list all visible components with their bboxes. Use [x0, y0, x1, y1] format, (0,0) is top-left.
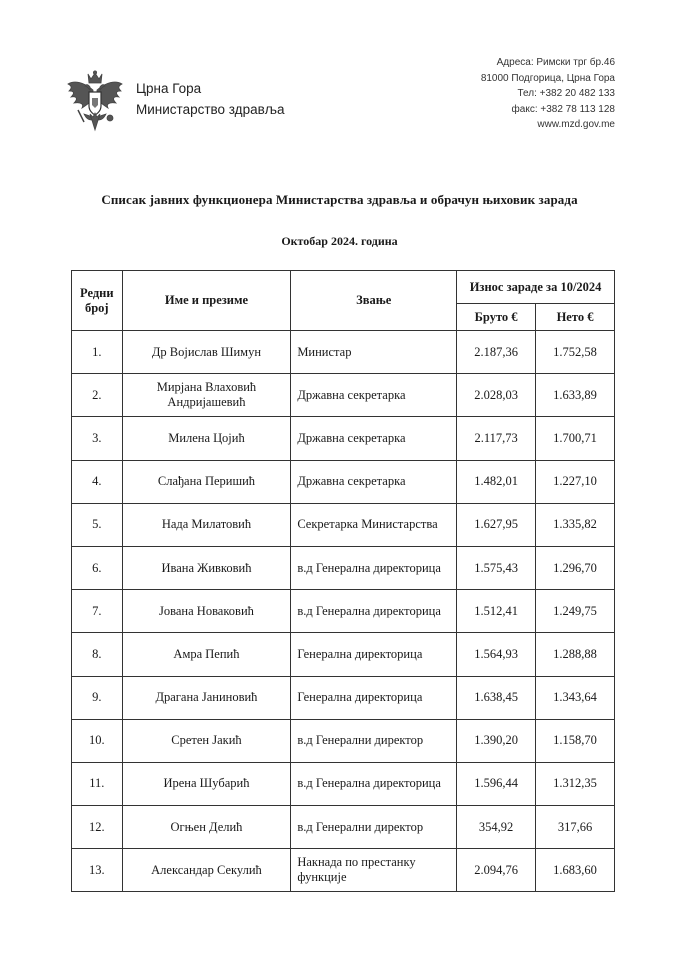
row-title: Генерална директорица — [291, 676, 457, 719]
row-number: 6. — [72, 546, 123, 589]
row-net: 1.296,70 — [536, 546, 615, 589]
row-gross: 1.596,44 — [457, 762, 536, 805]
row-gross: 1.575,43 — [457, 546, 536, 589]
row-title: Министар — [291, 331, 457, 374]
row-title: Државна секретарка — [291, 374, 457, 417]
header-number: Редни број — [72, 271, 123, 331]
org-line-1: Црна Гора — [136, 81, 202, 96]
row-title: Државна секретарка — [291, 417, 457, 460]
row-net: 1.312,35 — [536, 762, 615, 805]
row-net: 1.343,64 — [536, 676, 615, 719]
row-title: Државна секретарка — [291, 460, 457, 503]
table-row — [72, 417, 615, 460]
row-net: 1.227,10 — [536, 460, 615, 503]
salary-table — [71, 270, 615, 892]
row-title: в.д Генерална директорица — [291, 590, 457, 633]
table-row — [72, 676, 615, 719]
header-gross: Бруто € — [457, 304, 536, 331]
header-name: Име и презиме — [122, 271, 291, 331]
row-name: Александар Секулић — [122, 849, 291, 892]
table-row — [72, 590, 615, 633]
row-number: 13. — [72, 849, 123, 892]
row-number: 7. — [72, 590, 123, 633]
contact-website: www.mzd.gov.me — [537, 119, 615, 130]
row-gross: 1.390,20 — [457, 719, 536, 762]
row-name: Огњен Делић — [122, 806, 291, 849]
row-number: 1. — [72, 331, 123, 374]
row-name: Мирјана Влаховић Андријашевић — [122, 374, 291, 417]
row-net: 1.633,89 — [536, 374, 615, 417]
table-row — [72, 633, 615, 676]
table-row — [72, 849, 615, 892]
contact-block — [481, 55, 615, 133]
row-gross: 1.482,01 — [457, 460, 536, 503]
row-gross: 1.564,93 — [457, 633, 536, 676]
contact-fax: факс: +382 78 113 128 — [511, 103, 615, 115]
row-name: Милена Цојић — [122, 417, 291, 460]
row-number: 9. — [72, 676, 123, 719]
row-name: Ивана Живковић — [122, 546, 291, 589]
row-title: Генерална директорица — [291, 633, 457, 676]
row-net: 1.158,70 — [536, 719, 615, 762]
table-row — [72, 374, 615, 417]
row-net: 1.700,71 — [536, 417, 615, 460]
table-header-row — [72, 271, 615, 304]
header-net: Нето € — [536, 304, 615, 331]
row-net: 1.288,88 — [536, 633, 615, 676]
row-net: 1.752,58 — [536, 331, 615, 374]
row-net: 317,66 — [536, 806, 615, 849]
row-name: Амра Пепић — [122, 633, 291, 676]
row-name: Ирена Шубарић — [122, 762, 291, 805]
row-title: в.д Генерални директор — [291, 806, 457, 849]
row-gross: 2.187,36 — [457, 331, 536, 374]
row-number: 4. — [72, 460, 123, 503]
row-gross: 2.028,03 — [457, 374, 536, 417]
row-gross: 1.638,45 — [457, 676, 536, 719]
row-title: Секретарка Министарства — [291, 503, 457, 546]
row-number: 11. — [72, 762, 123, 805]
row-name: Јована Новаковић — [122, 590, 291, 633]
document-period: Октобар 2024. година — [281, 234, 398, 248]
row-gross: 1.627,95 — [457, 503, 536, 546]
row-name: Др Војислав Шимун — [122, 331, 291, 374]
row-number: 5. — [72, 503, 123, 546]
row-net: 1.335,82 — [536, 503, 615, 546]
row-gross: 1.512,41 — [457, 590, 536, 633]
header-title: Звање — [291, 271, 457, 331]
row-net: 1.249,75 — [536, 590, 615, 633]
contact-address: Адреса: Римски трг бр.46 — [496, 57, 615, 68]
row-title: в.д Генерални директор — [291, 719, 457, 762]
row-name: Сретен Јакић — [122, 719, 291, 762]
row-name: Слађана Перишић — [122, 460, 291, 503]
row-title: Накнада по престанку функције — [291, 849, 457, 892]
document-title: Списак јавних функционера Министарства здравља и обрачун њиховик зарада — [101, 192, 578, 207]
table-row — [72, 331, 615, 374]
row-number: 3. — [72, 417, 123, 460]
row-title: в.д Генерална директорица — [291, 762, 457, 805]
header-amount-group: Износ зараде за 10/2024 — [457, 271, 615, 304]
table-row — [72, 806, 615, 849]
ministry-name — [136, 78, 285, 120]
table-body — [72, 331, 615, 892]
row-net: 1.683,60 — [536, 849, 615, 892]
table-row — [72, 762, 615, 805]
row-gross: 2.117,73 — [457, 417, 536, 460]
table-row — [72, 719, 615, 762]
row-name: Драгана Јаниновић — [122, 676, 291, 719]
contact-phone: Тел: +382 20 482 133 — [517, 88, 615, 99]
letterhead — [0, 0, 679, 150]
coat-of-arms-icon — [66, 70, 124, 136]
row-number: 10. — [72, 719, 123, 762]
table-row — [72, 460, 615, 503]
row-number: 8. — [72, 633, 123, 676]
row-name: Нада Милатовић — [122, 503, 291, 546]
row-number: 2. — [72, 374, 123, 417]
row-gross: 354,92 — [457, 806, 536, 849]
org-line-2: Министарство здравља — [136, 102, 285, 117]
contact-city: 81000 Подгорица, Црна Гора — [480, 72, 615, 84]
row-number: 12. — [72, 806, 123, 849]
table-row — [72, 546, 615, 589]
table-row — [72, 503, 615, 546]
row-title: в.д Генерална директорица — [291, 546, 457, 589]
row-gross: 2.094,76 — [457, 849, 536, 892]
